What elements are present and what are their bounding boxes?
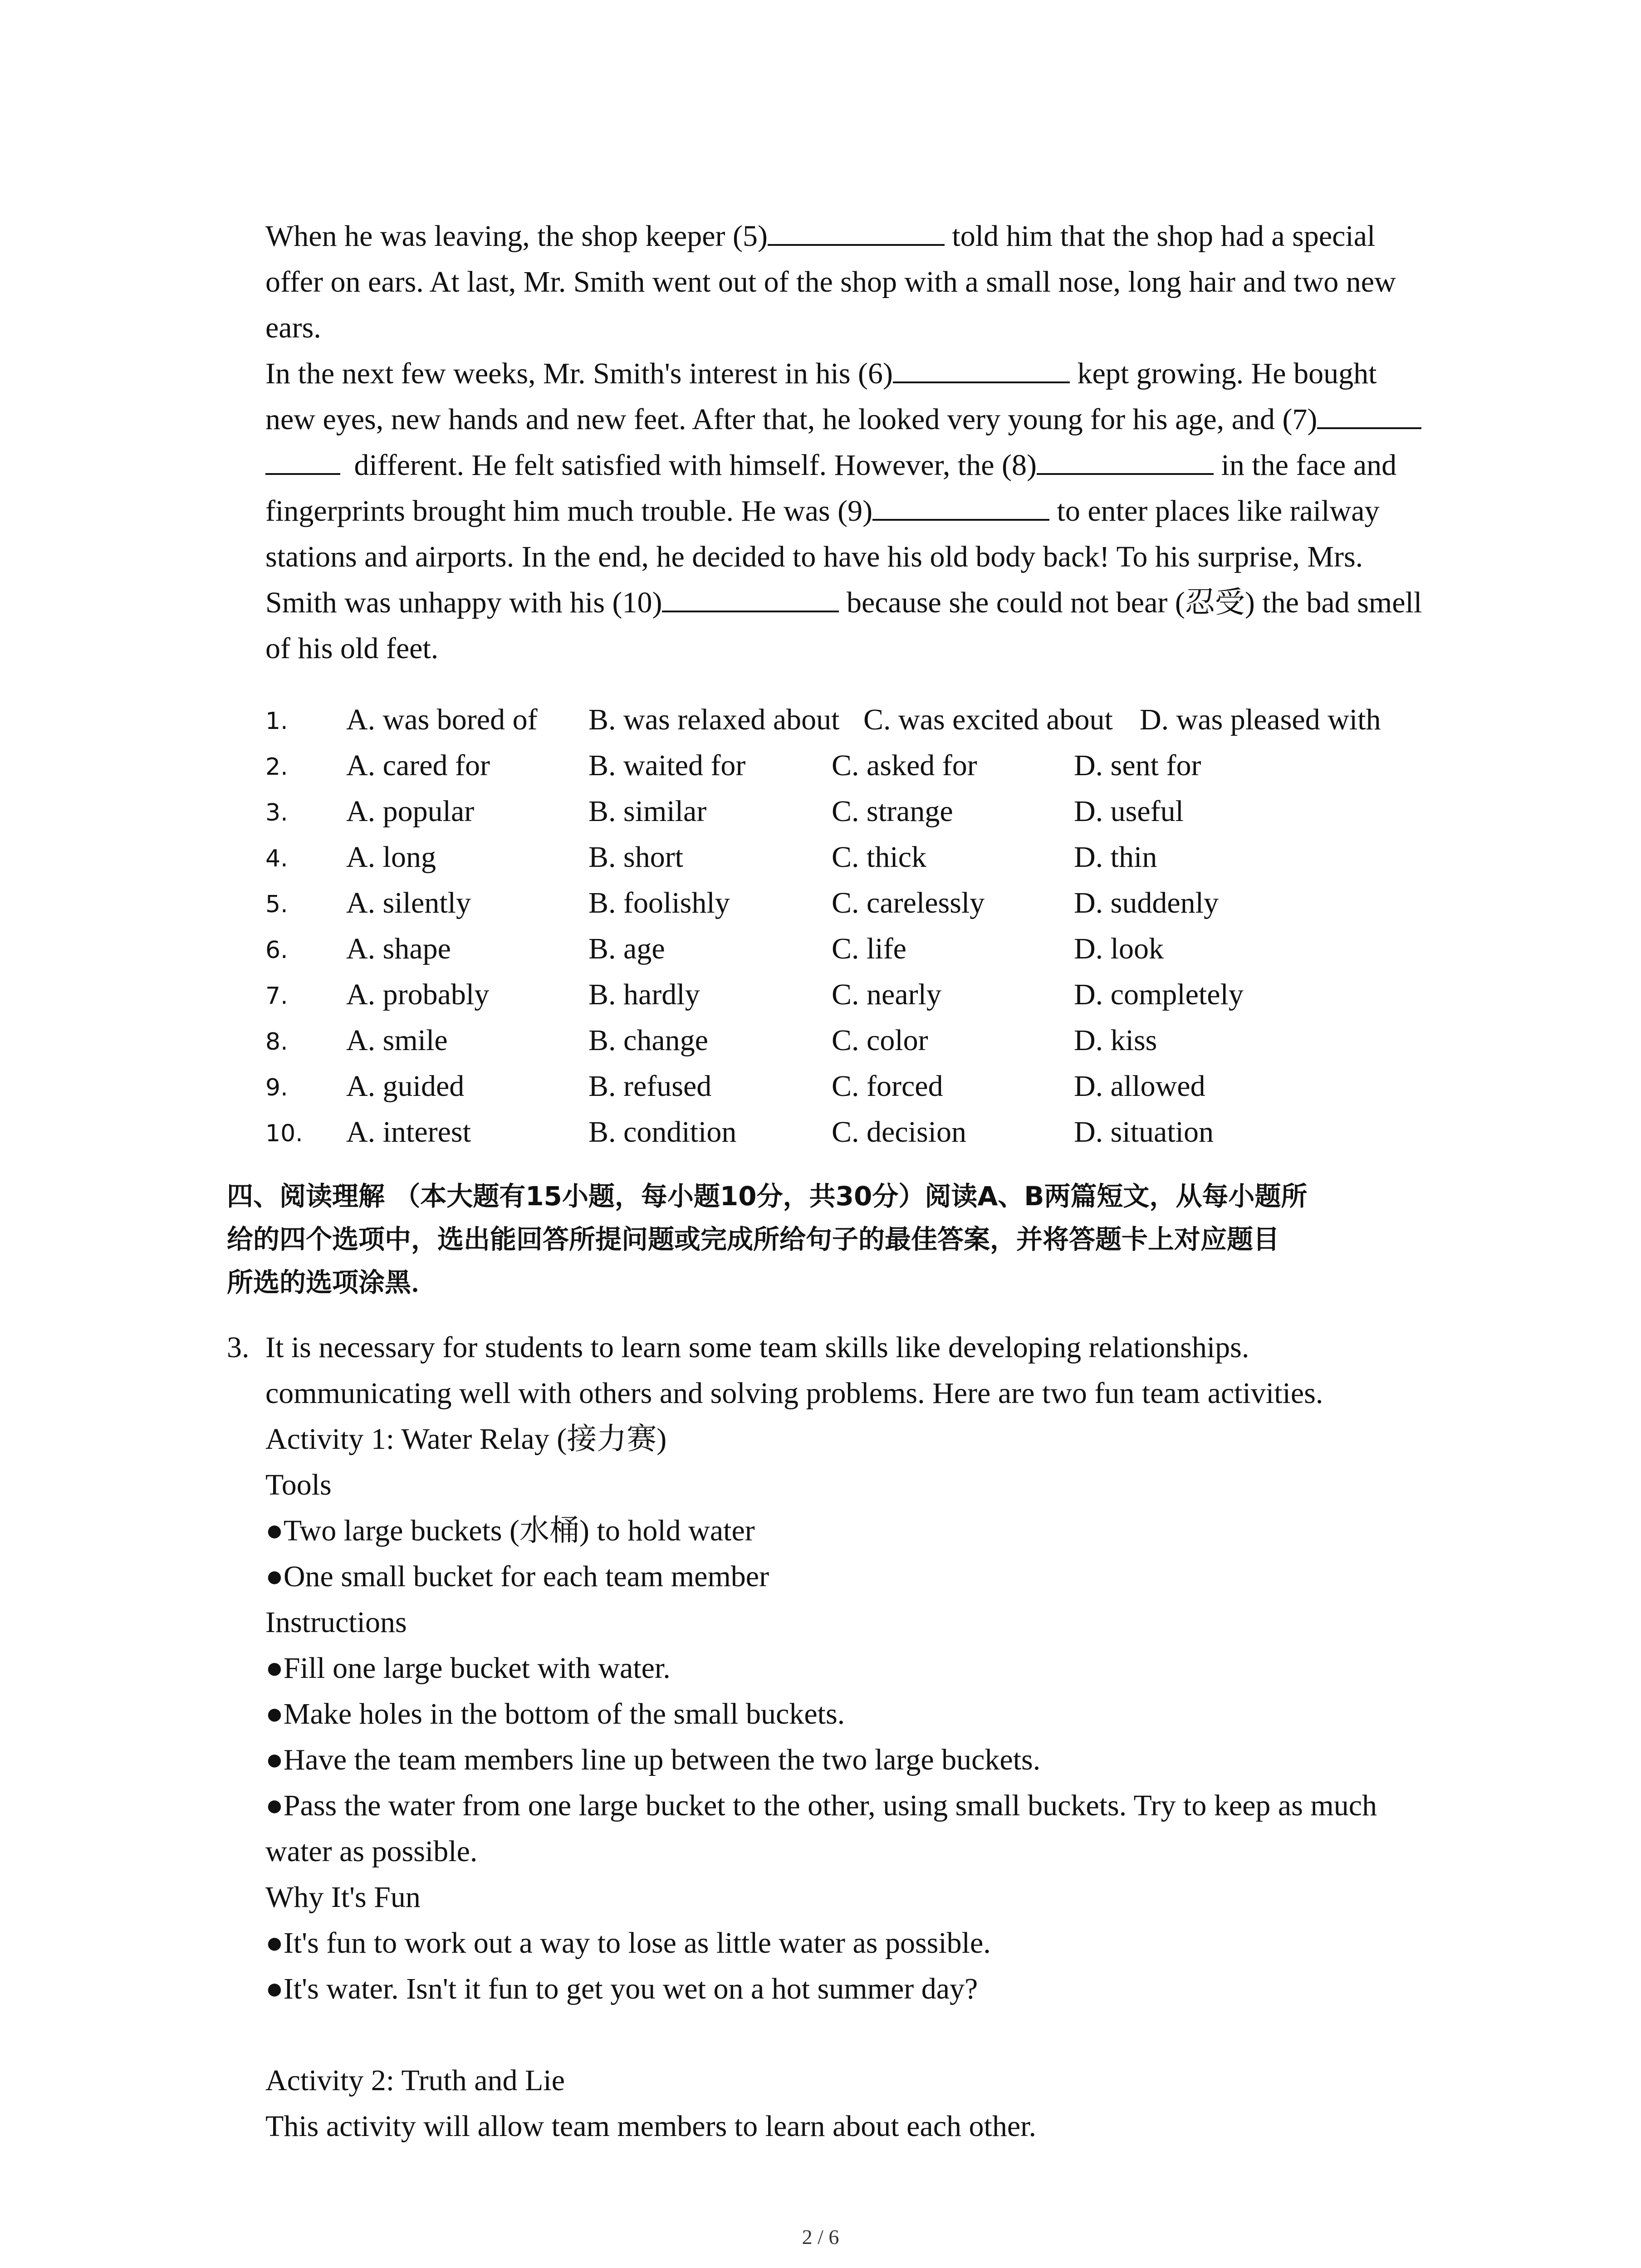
passage-line [265, 213, 1459, 259]
passage-text: told him that the shop had a special [944, 220, 1376, 253]
option-d: D. suddenly [1074, 886, 1219, 919]
question-number: 9. [265, 1074, 288, 1101]
option-row [265, 697, 1459, 743]
option-c: C. color [832, 1024, 928, 1057]
question-number: 5. [265, 891, 288, 918]
option-c: C. decision [832, 1115, 966, 1149]
cloze-passage [265, 213, 1459, 671]
bullet-item: ●Make holes in the bottom of the small buckets. [265, 1697, 845, 1730]
option-a: A. interest [346, 1115, 471, 1149]
option-c: C. was excited about [863, 703, 1113, 736]
bullet-item: ●One small bucket for each team member [265, 1560, 769, 1593]
option-b: B. condition [588, 1115, 737, 1149]
page-number: 2 / 6 [802, 2225, 839, 2248]
option-c: C. asked for [832, 749, 977, 782]
passage-text: to enter places like railway [1049, 494, 1380, 528]
passage-line [265, 626, 1459, 671]
option-c: C. nearly [832, 978, 941, 1011]
option-d: D. completely [1074, 978, 1244, 1011]
option-a: A. smile [346, 1024, 448, 1057]
option-c: C. strange [832, 795, 953, 828]
question-number: 1. [265, 708, 288, 735]
option-c: C. thick [832, 841, 926, 874]
option-a: A. cared for [346, 749, 490, 782]
passage-text: in the face and [1214, 449, 1397, 482]
activity-title: Activity 2: Truth and Lie [265, 2064, 565, 2097]
blank-line [265, 2012, 1454, 2058]
subheading: Tools [265, 1468, 332, 1501]
option-b: B. short [588, 841, 684, 874]
answer-blank-7-continued [265, 443, 340, 475]
answer-blank-7 [1317, 397, 1421, 429]
subheading: Why It's Fun [265, 1881, 421, 1914]
passage-line [265, 580, 1459, 626]
option-d: D. kiss [1074, 1024, 1157, 1057]
passage-line: water as possible. [265, 1835, 478, 1868]
option-b: B. refused [588, 1070, 712, 1103]
bullet-item: ●It's water. Isn't it fun to get you wet on a hot summer day? [265, 1972, 978, 2005]
passage-line [265, 305, 1459, 351]
passage-text: fingerprints brought him much trouble. He was (9) [265, 494, 873, 528]
bullet-item: ●Have the team members line up between the two large buckets. [265, 1743, 1041, 1776]
passage-line: It is necessary for students to learn some team skills like developing relationships. [265, 1331, 1249, 1364]
option-d: D. allowed [1074, 1070, 1205, 1103]
option-c: C. forced [832, 1070, 943, 1103]
option-d: D. useful [1074, 795, 1184, 828]
passage-text: of his old feet. [265, 632, 439, 665]
option-row [265, 1017, 1459, 1063]
section-heading-line: 所选的选项涂黑． [227, 1267, 438, 1298]
passage-line: communicating well with others and solving problems. Here are two fun team activities. [265, 1377, 1323, 1410]
option-a: A. long [346, 841, 436, 874]
option-row [265, 1063, 1459, 1109]
option-b: B. hardly [588, 978, 700, 1011]
section-heading-line: 给的四个选项中，选出能回答所提问题或完成所给句子的最佳答案，并将答题卡上对应题目 [227, 1224, 1280, 1255]
passage-text: offer on ears. At last, Mr. Smith went out of the shop with a small nose, long hair and two new [265, 265, 1396, 298]
bullet-item: ●Pass the water from one large bucket to the other, using small buckets. Try to keep as much [265, 1789, 1377, 1822]
passage-line [265, 351, 1459, 396]
passage-line [265, 259, 1459, 305]
answer-blank-6 [893, 352, 1070, 383]
section-heading-line: 四、阅读理解 （本大题有15小题，每小题10分，共30分）阅读A、B两篇短文，从每小题所 [227, 1181, 1308, 1212]
option-c: C. carelessly [832, 886, 985, 919]
question-number: 4. [265, 845, 288, 872]
option-b: B. change [588, 1024, 708, 1057]
passage-line: This activity will allow team members to learn about each other. [265, 2110, 1036, 2143]
reading-passage [265, 1325, 1454, 2149]
answer-blank-5 [768, 214, 945, 246]
option-d: D. look [1074, 932, 1164, 965]
option-d: D. was pleased with [1140, 703, 1381, 736]
passage-line [265, 488, 1459, 534]
question-number: 6. [265, 937, 288, 964]
passage-text: When he was leaving, the shop keeper (5) [265, 220, 768, 253]
option-b: B. age [588, 932, 665, 965]
passage-text: because she could not bear (忍受) the bad smell [839, 586, 1422, 619]
passage-text: new eyes, new hands and new feet. After that, he looked very young for his age, and (7) [265, 403, 1318, 436]
option-row [265, 972, 1459, 1017]
option-c: C. life [832, 932, 906, 965]
answer-blank-10 [662, 581, 839, 612]
option-a: A. silently [346, 886, 471, 919]
option-a: A. was bored of [346, 703, 538, 736]
option-b: B. was relaxed about [588, 703, 840, 736]
passage-line [265, 442, 1459, 488]
passage-text: Smith was unhappy with his (10) [265, 586, 662, 619]
question-number: 8. [265, 1028, 288, 1056]
question-number: 3. [265, 799, 288, 826]
passage-line [265, 534, 1459, 580]
option-a: A. popular [346, 795, 475, 828]
option-row [265, 926, 1459, 972]
answer-blank-9 [872, 489, 1049, 521]
option-b: B. waited for [588, 749, 746, 782]
option-d: D. sent for [1074, 749, 1201, 782]
option-b: B. similar [588, 795, 707, 828]
bullet-item: ●Two large buckets (水桶) to hold water [265, 1514, 755, 1547]
question-number: 7. [265, 982, 288, 1010]
bullet-item: ●Fill one large bucket with water. [265, 1652, 671, 1685]
passage-text: kept growing. He bought [1070, 357, 1377, 390]
bullet-item: ●It's fun to work out a way to lose as little water as possible. [265, 1926, 991, 1960]
option-row [265, 880, 1459, 926]
question-number: 10. [265, 1120, 303, 1147]
passage-text: stations and airports. In the end, he decided to have his old body back! To his surprise, Mrs. [265, 540, 1363, 573]
answer-options [265, 697, 1459, 1155]
option-row [265, 1109, 1459, 1155]
option-d: D. situation [1074, 1115, 1214, 1149]
section-heading [227, 1175, 1452, 1304]
option-a: A. shape [346, 932, 451, 965]
option-row [265, 743, 1459, 788]
passage-text: ears. [265, 311, 321, 344]
option-b: B. foolishly [588, 886, 730, 919]
option-d: D. thin [1074, 841, 1157, 874]
question-number: 3. [227, 1331, 250, 1364]
activity-title: Activity 1: Water Relay (接力赛) [265, 1422, 667, 1456]
option-a: A. guided [346, 1070, 465, 1103]
passage-text: In the next few weeks, Mr. Smith's interest in his (6) [265, 357, 893, 390]
option-row [265, 788, 1459, 834]
question-number: 2. [265, 753, 288, 781]
option-a: A. probably [346, 978, 490, 1011]
passage-text: different. He felt satisfied with himself. However, the (8) [347, 449, 1037, 482]
answer-blank-8 [1037, 443, 1214, 475]
subheading: Instructions [265, 1606, 407, 1639]
option-row [265, 834, 1459, 880]
passage-line [265, 396, 1459, 442]
